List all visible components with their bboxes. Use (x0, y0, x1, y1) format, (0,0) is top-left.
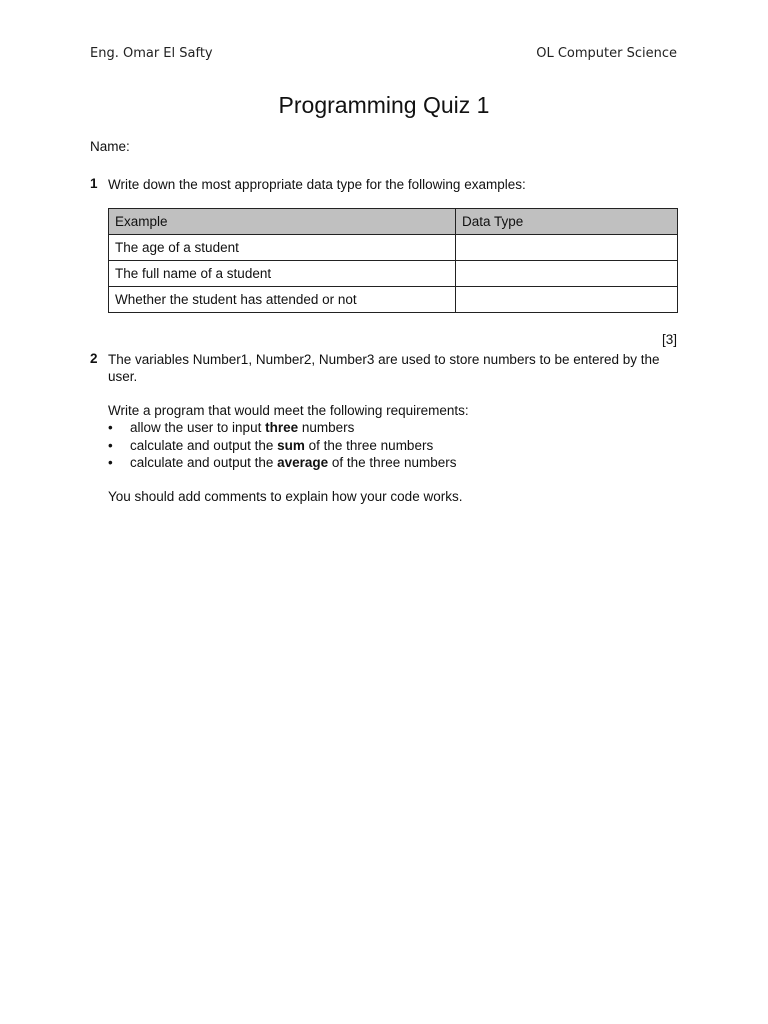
list-item (108, 437, 456, 455)
question-1-marks: [3] (661, 332, 677, 347)
bullet-icon: • (108, 420, 113, 435)
list-item (108, 454, 456, 472)
question-2-instruction: Write a program that would meet the following requirements: (108, 403, 469, 418)
table-header-data-type: Data Type (456, 209, 678, 235)
table-cell-answer (456, 261, 678, 287)
list-item (108, 419, 456, 437)
bullet-icon: • (108, 437, 113, 453)
table-header-example: Example (109, 209, 456, 235)
requirement-text: calculate and output the (130, 437, 278, 453)
question-1-number: 1 (90, 176, 98, 191)
header-course: OL Computer Science (536, 46, 677, 61)
requirement-text: calculate and output the (130, 455, 278, 470)
requirements-list (108, 419, 456, 472)
requirement-emphasis: three (265, 420, 299, 435)
question-2-text: The variables Number1, Number2, Number3 are used to store numbers to be entered by the user. (108, 352, 660, 384)
requirement-text: numbers (298, 420, 355, 435)
question-2-number: 2 (90, 351, 98, 366)
data-type-table (108, 208, 678, 313)
question-1-text: Write down the most appropriate data type for the following examples: (108, 177, 526, 192)
table-cell-example: Whether the student has attended or not (109, 287, 456, 313)
header-author: Eng. Omar El Safty (90, 46, 213, 61)
requirement-text: allow the user to input (130, 420, 266, 435)
name-label: Name: (90, 139, 130, 154)
page-title: Programming Quiz 1 (278, 92, 490, 118)
requirement-text: of the three numbers (304, 437, 434, 453)
requirement-emphasis: sum (277, 437, 305, 453)
table-row (109, 287, 678, 313)
table-row (109, 235, 678, 261)
requirement-text: of the three numbers (328, 455, 457, 470)
table-cell-example: The age of a student (109, 235, 456, 261)
table-header-row (109, 209, 678, 235)
table-cell-example: The full name of a student (109, 261, 456, 287)
table-row (109, 261, 678, 287)
table-cell-answer (456, 287, 678, 313)
bullet-icon: • (108, 455, 113, 470)
question-2-note: You should add comments to explain how your code works. (108, 489, 463, 504)
table-cell-answer (456, 235, 678, 261)
requirement-emphasis: average (277, 455, 329, 470)
